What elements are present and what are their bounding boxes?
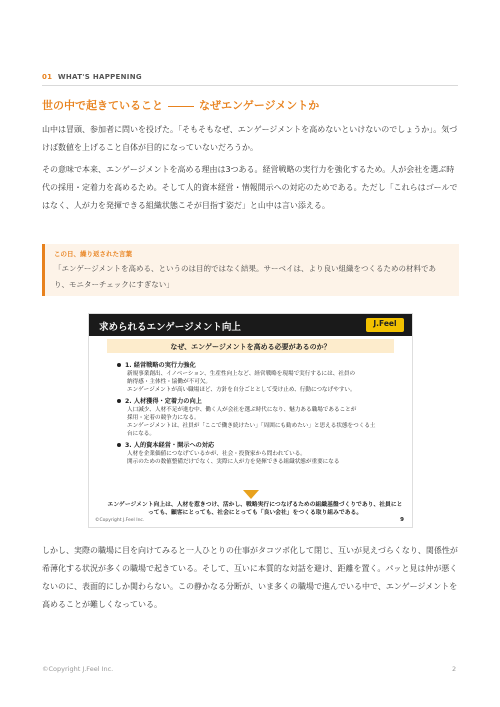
- slide-item: [117, 398, 397, 438]
- slide-title: 求められるエンゲージメント向上: [99, 322, 241, 333]
- slide-copyright: ©Copyright J.Feel Inc.: [95, 518, 145, 523]
- slide-item-line: エンゲージメントが高い職場ほど、方針を自分ごととして受け止め、行動につなげやすい。: [127, 387, 356, 393]
- bullet-icon: [117, 363, 121, 367]
- slide-item-line: 新規事業創出、イノベーション、生産性向上など、経営戦略を現場で実行するには、社員の: [127, 371, 356, 377]
- slide-item-list: [117, 362, 397, 470]
- slide-item-title: 2. 人材獲得・定着力の向上: [125, 398, 202, 405]
- paragraph-2: その意味で本来、エンゲージメントを高める理由は3つある。経営戦略の実行力を強化するため。人が会社を選ぶ時代の採用・定着力を高めるため。そして人的資本経営・情報開示への対応のためである。ただし「これらはゴールではなく、人が力を発揮できる組織状態こそが目指す姿だ」と山中は言い添える。: [42, 165, 458, 210]
- slide-subtitle: なぜ、エンゲージメントを高める必要があるのか？: [170, 343, 331, 351]
- section-label: [42, 73, 142, 81]
- slide-item-title: 3. 人的資本経営・開示への対応: [125, 442, 215, 449]
- slide-item: [117, 442, 397, 466]
- bullet-icon: [117, 443, 121, 447]
- footer-copyright: ©Copyright J.Feel Inc.: [42, 665, 114, 673]
- paragraph-3: しかし、実際の職場に目を向けてみると一人ひとりの仕事がタコツボ化して閉じ、互いが見えづらくなり、関係性が希薄化する状況が多くの職場で起きている。そして、互いに本質的な対話を避け、距離を置く。パッと見は仲が悪くないのに、表面的にしか関わらない。この静かなる分断が、いま多くの職場で進んでいる中で、エンゲージメントを高めることが難しくなっている。: [42, 546, 458, 609]
- section-title: WHAT'S HAPPENING: [57, 73, 142, 81]
- heading-sub: なぜエンゲージメントか: [199, 99, 320, 112]
- footer-page-number: 2: [452, 665, 457, 673]
- heading-main: 世の中で起きていること: [42, 99, 163, 112]
- slide-item-line: 人口減少、人材不足が進む中、働く人が会社を選ぶ時代になり、魅力ある職場であることが: [127, 407, 357, 413]
- slide-header: [89, 314, 412, 336]
- logo-text: J.Feel: [373, 319, 397, 328]
- paragraph-1: 山中は冒頭、参加者に問いを投げた。「そもそもなぜ、エンゲージメントを高めないといけないのでしょうか」。気づけば数値を上げること自体が目的になっていないだろうか。: [42, 125, 458, 152]
- slide-item: [117, 362, 397, 394]
- slide-page-number: 9: [400, 517, 404, 523]
- slide-item-title: 1. 経営戦略の実行力強化: [125, 362, 196, 369]
- quote-label: この日、繰り返された言葉: [54, 250, 132, 258]
- section-divider: [42, 85, 458, 86]
- page-heading: [42, 97, 319, 113]
- arrow-down-icon: [243, 490, 259, 499]
- jfeel-logo: [366, 318, 404, 332]
- slide-item-line: 人材を企業価値につなげているかが、社会・投資家から問われている。: [127, 451, 306, 457]
- section-number: 01: [42, 73, 53, 81]
- slide-item-line: 納得感・主体性・協働が不可欠。: [127, 379, 211, 385]
- slide-item-line: エンゲージメントは、社員が「ここで働き続けたい」「周囲にも勧めたい」と思える状態をつくる土: [127, 423, 376, 429]
- embedded-slide: [88, 313, 413, 528]
- heading-dash: [168, 106, 194, 107]
- quote-text: 「エンゲージメントを高める、というのは目的ではなく結果。サーベイは、より良い組織をつくるための材料であり、モニターチェックにすぎない」: [54, 264, 436, 289]
- bullet-icon: [117, 399, 121, 403]
- slide-item-line: 採用・定着の競争力になる。: [127, 415, 200, 421]
- slide-item-line: 開示のための数値整備だけでなく、実際に人が力を発揮できる組織状態が重要になる: [127, 459, 340, 465]
- slide-item-line: 台になる。: [127, 431, 155, 437]
- slide-conclusion: エンゲージメント向上は、人材を惹きつけ、活かし、戦略実行につなげるための組織基盤づくりであり、社員にとっても、顧客にとっても、社会にとっても「良い会社」をつくる取り組みである。: [107, 502, 403, 516]
